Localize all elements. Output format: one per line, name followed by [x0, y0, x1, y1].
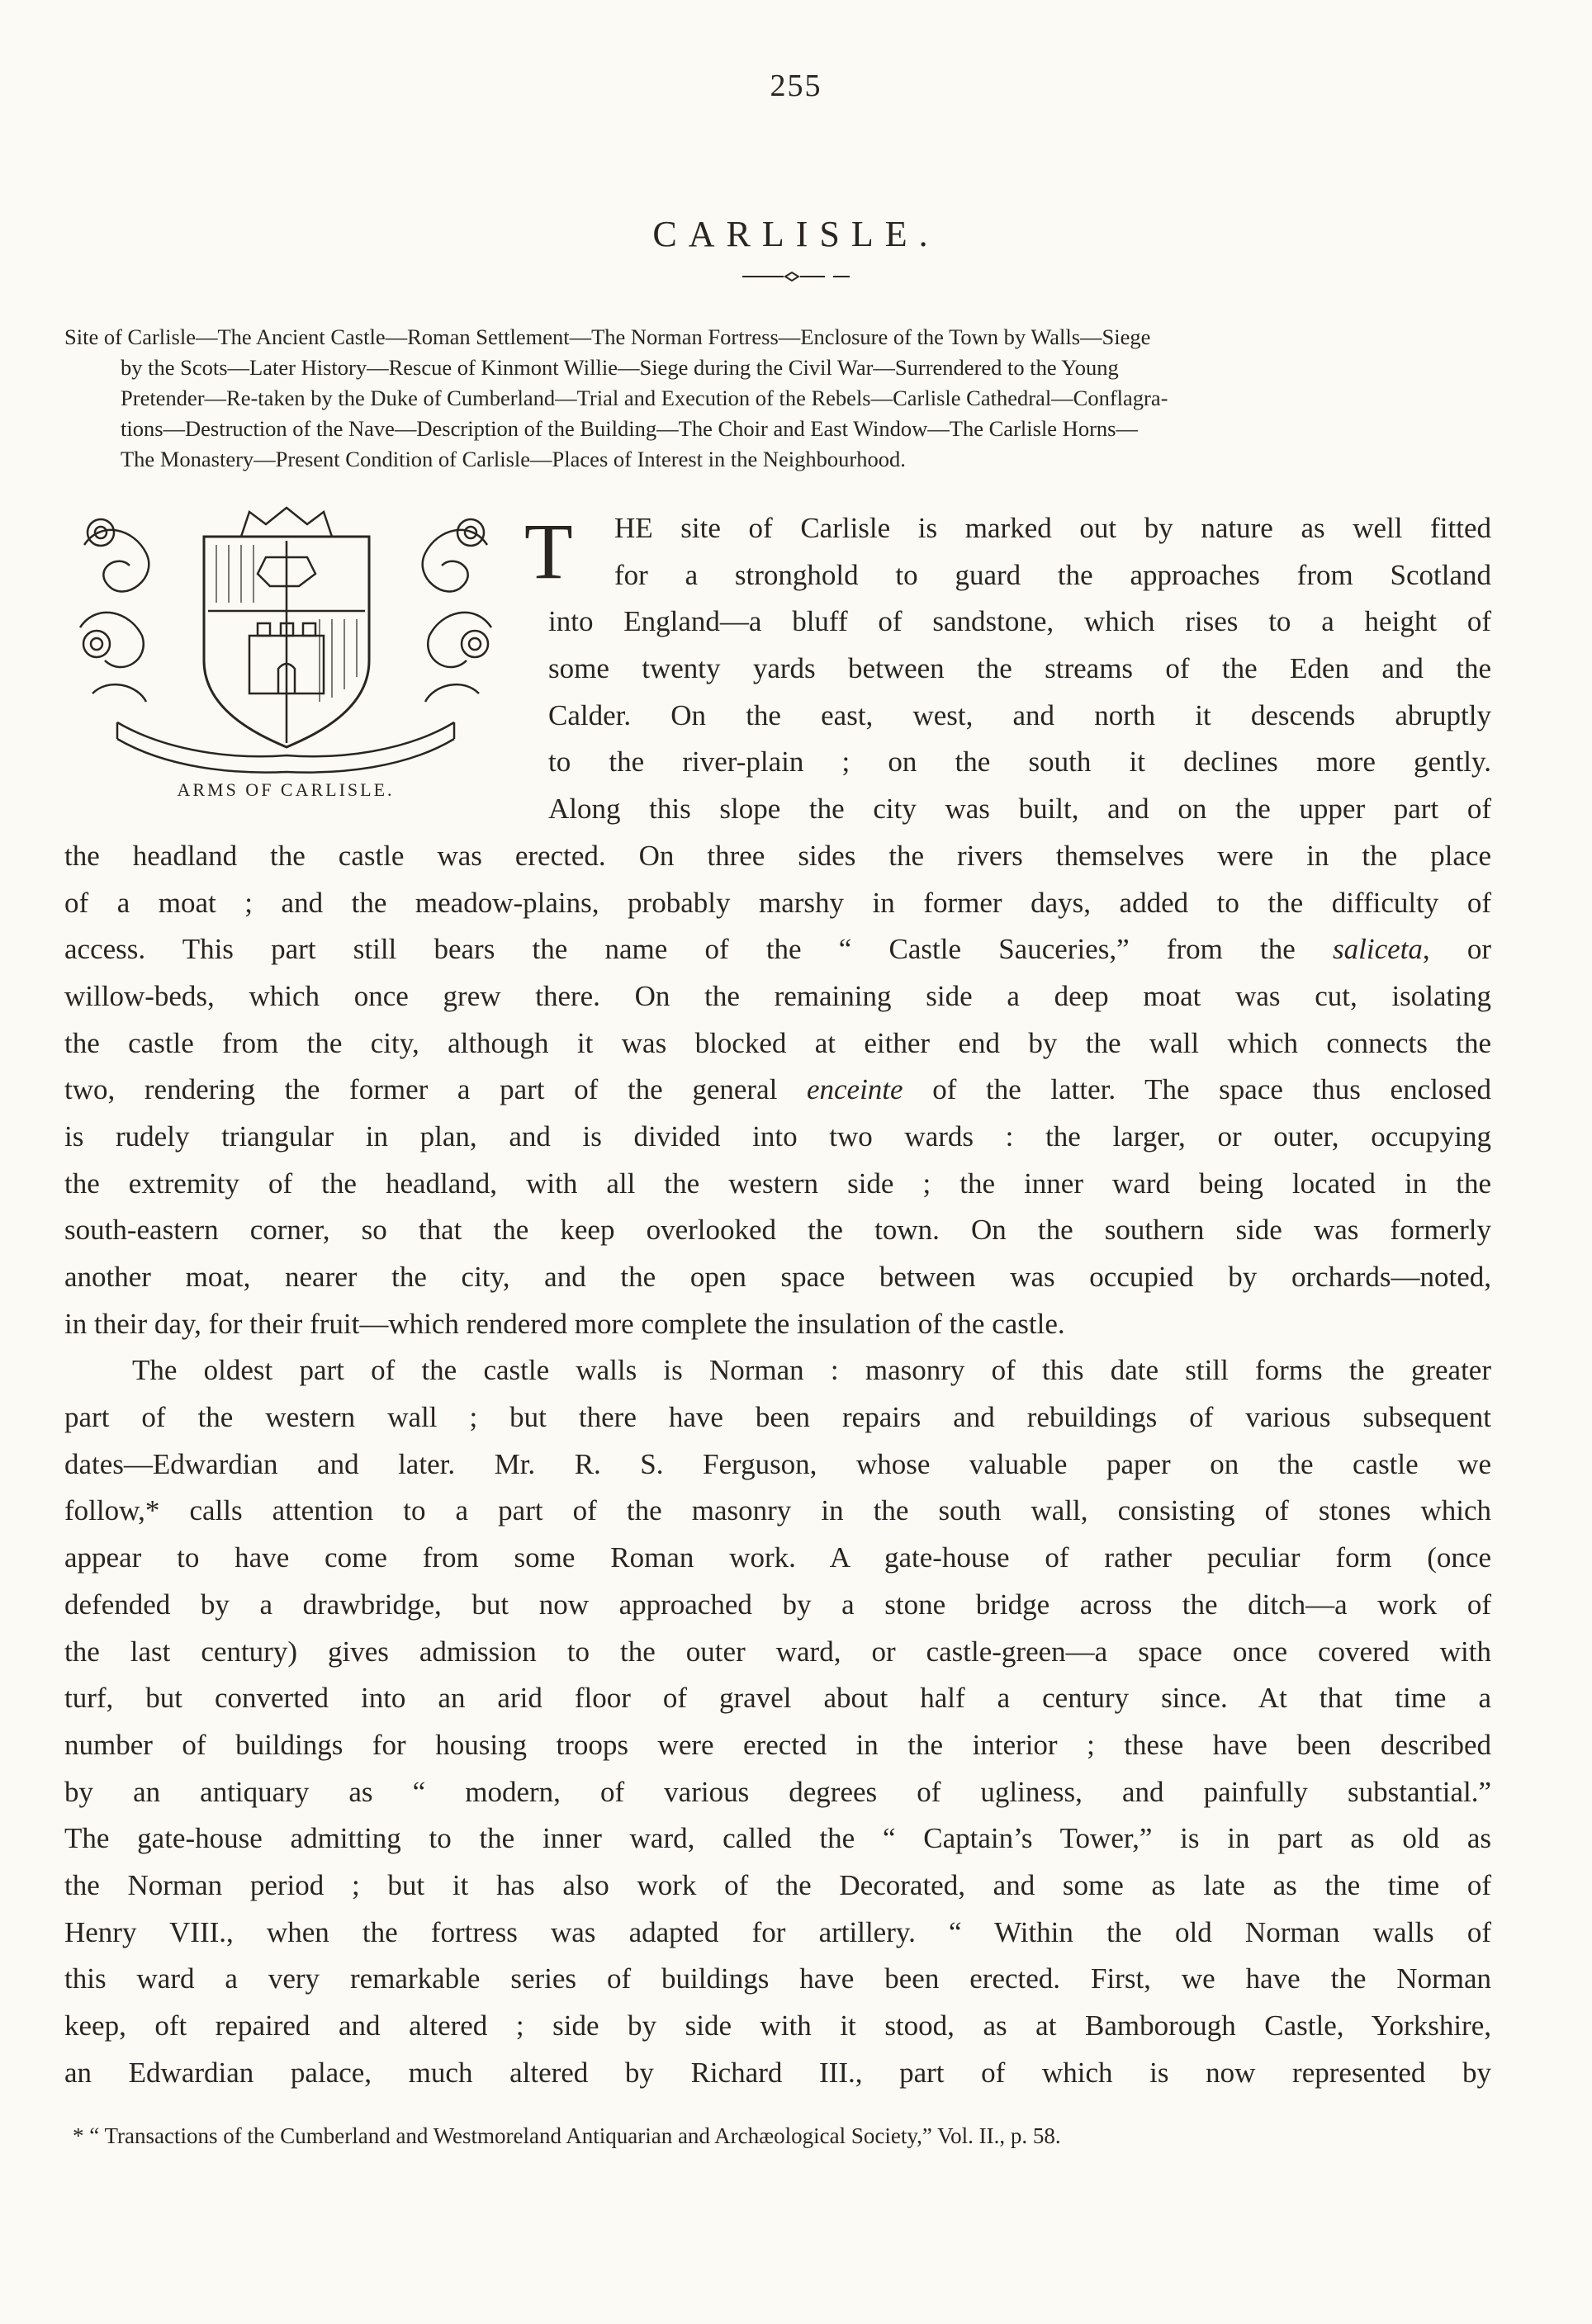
- text-line: to the river-plain ; on the south it declines more gently.: [548, 745, 1491, 779]
- text-line: appear to have come from some Roman work. A gate-house of rather peculiar form (once: [64, 1541, 1491, 1574]
- text-line: in their day, for their fruit—which rendered more complete the insulation of the castle.: [64, 1307, 1065, 1340]
- text-line: another moat, nearer the city, and the open space between was occupied by orchards—noted,: [64, 1261, 1491, 1293]
- text-line: The gate-house admitting to the inner ward, called the “ Captain’s Tower,” is in part as old as: [64, 1822, 1491, 1855]
- text-line: defended by a drawbridge, but now approached by a stone bridge across the ditch—a work of: [64, 1588, 1491, 1621]
- text-line: willow-beds, which once grew there. On the remaining side a deep moat was cut, isolating: [64, 979, 1491, 1012]
- synopsis-line: The Monastery—Present Condition of Carlisle—Places of Interest in the Neighbourhood.: [121, 447, 906, 471]
- text-line: an Edwardian palace, much altered by Richard III., part of which is now represented by: [64, 2056, 1491, 2089]
- drop-cap: T: [524, 507, 573, 595]
- text-line: HE site of Carlisle is marked out by nature as well fitted: [614, 512, 1491, 544]
- text-line: dates—Edwardian and later. Mr. R. S. Ferguson, whose valuable paper on the castle we: [64, 1447, 1491, 1480]
- synopsis-line: Site of Carlisle—The Ancient Castle—Roman Settlement—The Norman Fortress—Enclosure of the Town by Walls—Siege: [64, 324, 1151, 349]
- main-text: [64, 505, 1491, 2096]
- text-line: keep, oft repaired and altered ; side by side with it stood, as at Bamborough Castle, Yorkshire,: [64, 2009, 1491, 2042]
- text-line: turf, but converted into an arid floor of gravel about half a century since. At that time a: [64, 1682, 1491, 1715]
- text-line: the castle from the city, although it was blocked at either end by the wall which connects the: [64, 1026, 1491, 1059]
- text-line: for a stronghold to guard the approaches from Scotland: [614, 558, 1491, 591]
- text-line: some twenty yards between the streams of the Eden and the: [548, 652, 1491, 685]
- synopsis-line: Pretender—Re-taken by the Duke of Cumberland—Trial and Execution of the Rebels—Carlisle Cathedral—Conflagra-: [121, 386, 1168, 410]
- synopsis-line: tions—Destruction of the Nave—Description of the Building—The Choir and East Window—The Carlisle Horns—: [121, 416, 1138, 441]
- text-line: follow,* calls attention to a part of the masonry in the south wall, consisting of stones which: [64, 1494, 1491, 1527]
- chapter-title: CARLISLE.: [652, 214, 940, 254]
- text-line: this ward a very remarkable series of buildings have been erected. First, we have the Norman: [64, 1962, 1491, 1995]
- text-line: by an antiquary as “ modern, of various degrees of ugliness, and painfully substantial.”: [64, 1775, 1491, 1808]
- text-line: the headland the castle was erected. On three sides the rivers themselves were in the place: [64, 839, 1491, 872]
- text-line: the last century) gives admission to the outer ward, or castle-green—a space once covered with: [64, 1635, 1491, 1668]
- title-ornament: [0, 268, 1592, 290]
- chapter-synopsis: [64, 322, 1493, 475]
- text-line: Calder. On the east, west, and north it descends abruptly: [548, 698, 1491, 731]
- text-line: number of buildings for housing troops were erected in the interior ; these have been described: [64, 1728, 1491, 1761]
- page-number: 255: [770, 69, 822, 103]
- text-line: The oldest part of the castle walls is Norman : masonry of this date still forms the greater: [132, 1354, 1491, 1387]
- text-line: two, rendering the former a part of the general enceinte of the latter. The space thus enclosed: [64, 1073, 1491, 1106]
- crest-caption: ARMS OF CARLISLE.: [177, 779, 395, 800]
- text-line: Along this slope the city was built, and on the upper part of: [548, 793, 1491, 826]
- text-line: is rudely triangular in plan, and is divided into two wards : the larger, or outer, occupying: [64, 1119, 1491, 1153]
- text-line: of a moat ; and the meadow-plains, probably marshy in former days, added to the difficulty of: [64, 886, 1491, 919]
- footnote: * “ Transactions of the Cumberland and Westmoreland Antiquarian and Archæological Society,” Vol. II., p. 58.: [73, 2123, 1061, 2148]
- text-line: the Norman period ; but it has also work of the Decorated, and some as late as the time of: [64, 1868, 1491, 1901]
- text-line: south-eastern corner, so that the keep overlooked the town. On the southern side was formerly: [64, 1214, 1491, 1247]
- text-line: into England—a bluff of sandstone, which rises to a height of: [548, 605, 1491, 638]
- text-line: Henry VIII., when the fortress was adapted for artillery. “ Within the old Norman walls of: [64, 1915, 1491, 1948]
- synopsis-line: by the Scots—Later History—Rescue of Kinmont Willie—Siege during the Civil War—Surrendered to the Young: [121, 355, 1119, 380]
- text-line: the extremity of the headland, with all the western side ; the inner ward being located in the: [64, 1167, 1491, 1200]
- text-line: part of the western wall ; but there have been repairs and rebuildings of various subsequent: [64, 1401, 1491, 1434]
- text-line: access. This part still bears the name of the “ Castle Sauceries,” from the saliceta, or: [64, 933, 1491, 966]
